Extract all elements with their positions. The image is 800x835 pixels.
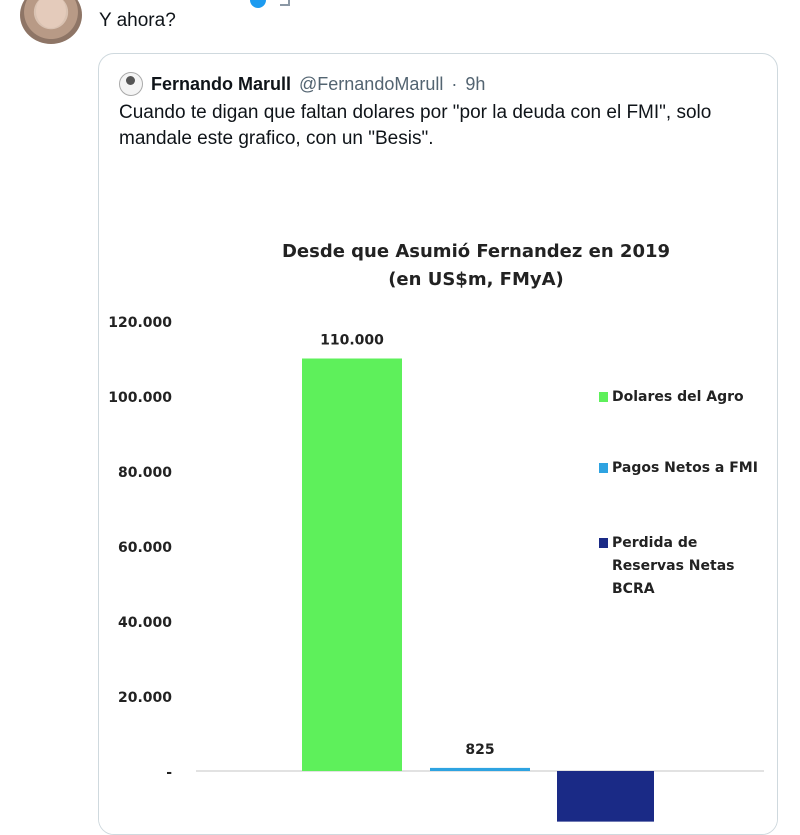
quoted-tweet-text: Cuando te digan que faltan dolares por "por la deuda con el FMI", solo mandale este grafico, con un "Besis". — [119, 102, 712, 149]
y-tick-label: - — [166, 765, 172, 781]
legend-label: Reservas Netas — [612, 558, 735, 574]
meta-separator: · — [451, 73, 458, 94]
data-label: 825 — [465, 741, 495, 758]
quoted-author-handle[interactable]: @FernandoMarull — [299, 73, 444, 94]
avatar-face — [36, 0, 66, 28]
chart-image[interactable] — [99, 184, 777, 834]
chart-subtitle: (en US$m, FMyA) — [388, 269, 564, 290]
legend-label: Perdida de — [612, 535, 698, 551]
quoted-tweet-time[interactable]: 9h — [465, 73, 486, 94]
y-tick-label: 80.000 — [117, 465, 172, 481]
y-tick-label: 100.000 — [108, 390, 172, 406]
quoted-author-avatar[interactable] — [119, 72, 143, 96]
bar-3 — [557, 771, 654, 822]
y-tick-label: 120.000 — [108, 315, 172, 331]
y-tick-label: 60.000 — [117, 540, 172, 556]
quoted-author-name[interactable]: Fernando Marull — [151, 73, 292, 94]
bar-2 — [430, 768, 530, 771]
user-avatar[interactable] — [20, 0, 82, 44]
quoted-tweet-card[interactable] — [98, 53, 778, 835]
legend-label: Pagos Netos a FMI — [612, 460, 758, 476]
legend-swatch-1 — [599, 392, 608, 402]
bar-chart — [99, 184, 777, 834]
legend-swatch-2 — [599, 463, 608, 473]
y-tick-label: 40.000 — [117, 615, 172, 631]
verified-badge-icon — [250, 0, 266, 8]
handle-fragment-icon — [280, 0, 290, 6]
legend-label: BCRA — [612, 581, 655, 597]
bar-1 — [302, 359, 402, 772]
data-label: 110.000 — [320, 332, 384, 349]
legend-label: Dolares del Agro — [612, 389, 744, 405]
chart-title: Desde que Asumió Fernandez en 2019 — [281, 241, 671, 262]
quoted-tweet-header — [119, 72, 485, 96]
tweet-text: Y ahora? — [99, 10, 176, 31]
y-tick-label: 20.000 — [117, 690, 172, 706]
legend-swatch-3 — [599, 538, 608, 548]
